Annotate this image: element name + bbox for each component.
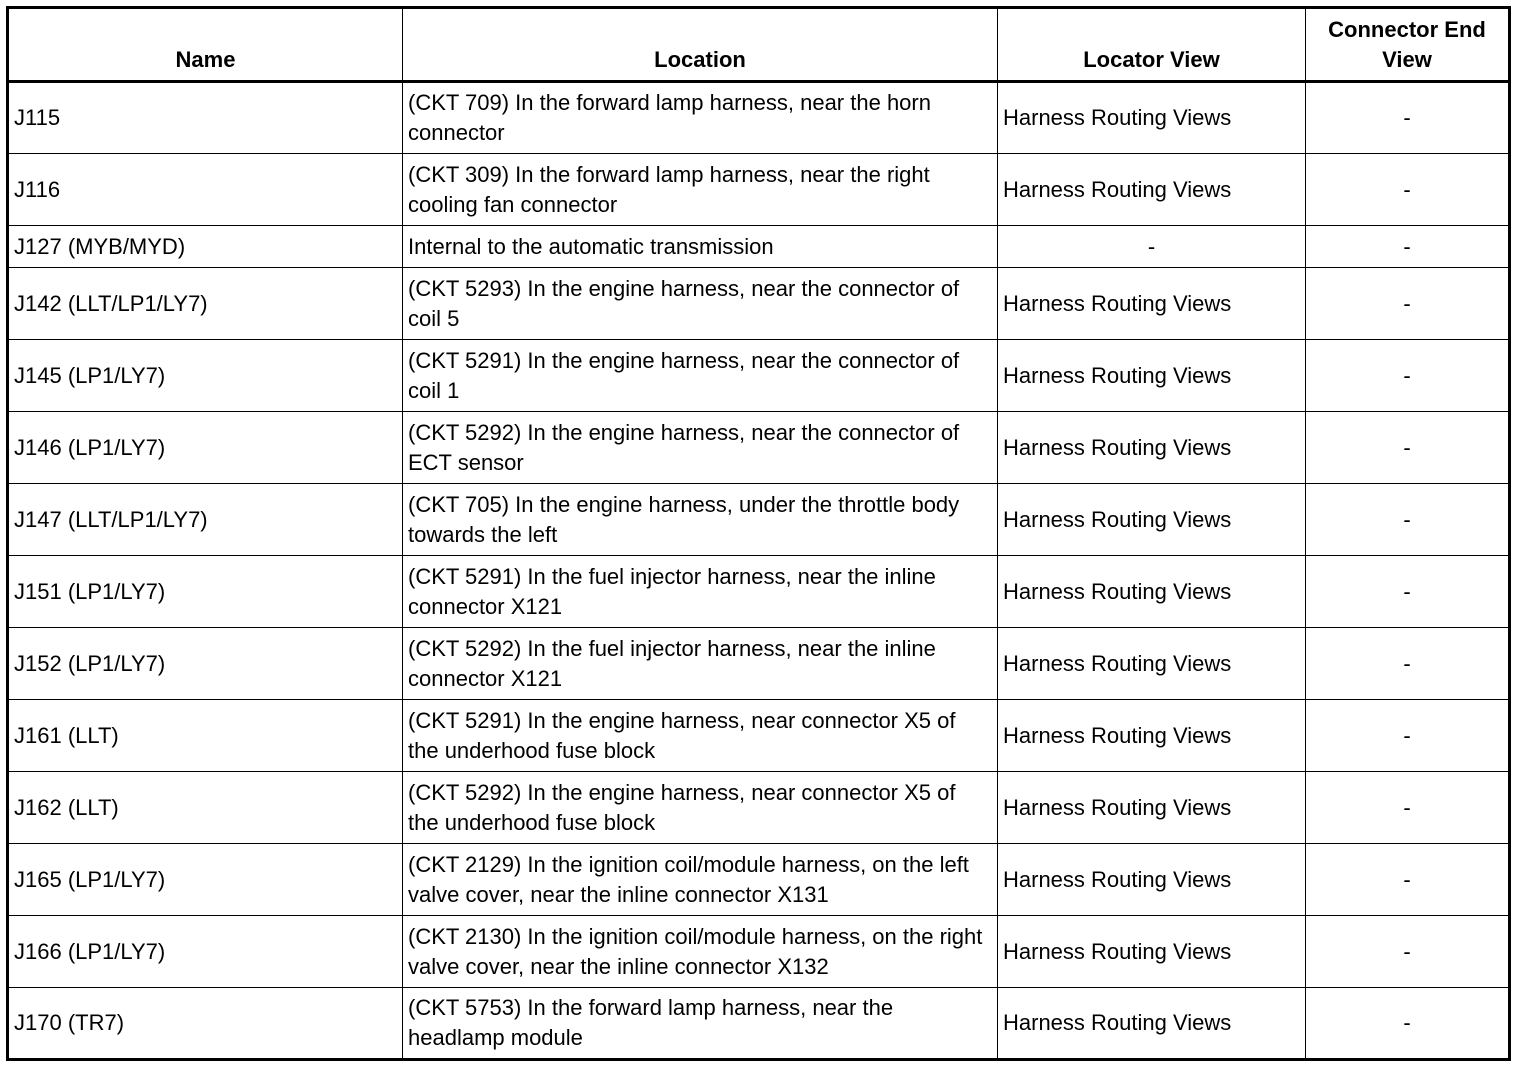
- header-connector-end-view: Connector End View: [1306, 8, 1510, 82]
- cell-connector-end-view: -: [1306, 556, 1510, 628]
- cell-name: J170 (TR7): [8, 988, 403, 1060]
- cell-name: J142 (LLT/LP1/LY7): [8, 268, 403, 340]
- table-row: [8, 484, 1510, 556]
- cell-name: J165 (LP1/LY7): [8, 844, 403, 916]
- table-row: [8, 154, 1510, 226]
- table-row: [8, 772, 1510, 844]
- cell-name: J152 (LP1/LY7): [8, 628, 403, 700]
- cell-location: (CKT 5292) In the engine harness, near the connector of ECT sensor: [403, 412, 998, 484]
- header-location: Location: [403, 8, 998, 82]
- cell-locator-view: Harness Routing Views: [998, 154, 1306, 226]
- cell-connector-end-view: -: [1306, 484, 1510, 556]
- cell-connector-end-view: -: [1306, 154, 1510, 226]
- cell-location: (CKT 705) In the engine harness, under the throttle body towards the left: [403, 484, 998, 556]
- cell-connector-end-view: -: [1306, 82, 1510, 154]
- cell-name: J162 (LLT): [8, 772, 403, 844]
- cell-locator-view: Harness Routing Views: [998, 628, 1306, 700]
- cell-location: (CKT 709) In the forward lamp harness, near the horn connector: [403, 82, 998, 154]
- cell-location: (CKT 5291) In the engine harness, near connector X5 of the underhood fuse block: [403, 700, 998, 772]
- table-row: [8, 340, 1510, 412]
- cell-name: J146 (LP1/LY7): [8, 412, 403, 484]
- cell-connector-end-view: -: [1306, 412, 1510, 484]
- cell-name: J161 (LLT): [8, 700, 403, 772]
- cell-location: (CKT 5753) In the forward lamp harness, near the headlamp module: [403, 988, 998, 1060]
- table-row: [8, 226, 1510, 268]
- table-body: [8, 82, 1510, 1060]
- splice-locations-sheet: [6, 6, 1508, 1059]
- table-row: [8, 844, 1510, 916]
- cell-name: J166 (LP1/LY7): [8, 916, 403, 988]
- cell-connector-end-view: -: [1306, 772, 1510, 844]
- cell-locator-view: Harness Routing Views: [998, 988, 1306, 1060]
- cell-name: J147 (LLT/LP1/LY7): [8, 484, 403, 556]
- cell-location: (CKT 5291) In the fuel injector harness, near the inline connector X121: [403, 556, 998, 628]
- table-row: [8, 988, 1510, 1060]
- table-row: [8, 412, 1510, 484]
- cell-location: (CKT 309) In the forward lamp harness, near the right cooling fan connector: [403, 154, 998, 226]
- cell-connector-end-view: -: [1306, 916, 1510, 988]
- cell-locator-view: Harness Routing Views: [998, 268, 1306, 340]
- cell-locator-view: Harness Routing Views: [998, 82, 1306, 154]
- cell-location: (CKT 2130) In the ignition coil/module harness, on the right valve cover, near the inline connector X132: [403, 916, 998, 988]
- cell-connector-end-view: -: [1306, 226, 1510, 268]
- cell-name: J127 (MYB/MYD): [8, 226, 403, 268]
- table-row: [8, 916, 1510, 988]
- cell-locator-view: Harness Routing Views: [998, 484, 1306, 556]
- cell-connector-end-view: -: [1306, 628, 1510, 700]
- table-row: [8, 628, 1510, 700]
- cell-connector-end-view: -: [1306, 844, 1510, 916]
- cell-location: (CKT 5292) In the engine harness, near connector X5 of the underhood fuse block: [403, 772, 998, 844]
- cell-connector-end-view: -: [1306, 340, 1510, 412]
- cell-location: (CKT 5293) In the engine harness, near the connector of coil 5: [403, 268, 998, 340]
- cell-locator-view: Harness Routing Views: [998, 340, 1306, 412]
- cell-connector-end-view: -: [1306, 988, 1510, 1060]
- table-row: [8, 700, 1510, 772]
- cell-location: (CKT 5291) In the engine harness, near the connector of coil 1: [403, 340, 998, 412]
- header-name: Name: [8, 8, 403, 82]
- cell-location: Internal to the automatic transmission: [403, 226, 998, 268]
- table-row: [8, 82, 1510, 154]
- cell-locator-view: Harness Routing Views: [998, 556, 1306, 628]
- cell-name: J151 (LP1/LY7): [8, 556, 403, 628]
- cell-connector-end-view: -: [1306, 700, 1510, 772]
- header-locator-view: Locator View: [998, 8, 1306, 82]
- cell-locator-view: Harness Routing Views: [998, 772, 1306, 844]
- table-row: [8, 268, 1510, 340]
- cell-name: J115: [8, 82, 403, 154]
- cell-locator-view: Harness Routing Views: [998, 412, 1306, 484]
- cell-location: (CKT 5292) In the fuel injector harness, near the inline connector X121: [403, 628, 998, 700]
- table-row: [8, 556, 1510, 628]
- table-header: [8, 8, 1510, 82]
- cell-name: J145 (LP1/LY7): [8, 340, 403, 412]
- cell-location: (CKT 2129) In the ignition coil/module harness, on the left valve cover, near the inline connector X131: [403, 844, 998, 916]
- cell-connector-end-view: -: [1306, 268, 1510, 340]
- header-row: [8, 8, 1510, 82]
- cell-locator-view: -: [998, 226, 1306, 268]
- cell-locator-view: Harness Routing Views: [998, 844, 1306, 916]
- cell-name: J116: [8, 154, 403, 226]
- cell-locator-view: Harness Routing Views: [998, 916, 1306, 988]
- cell-locator-view: Harness Routing Views: [998, 700, 1306, 772]
- splice-table: [6, 6, 1511, 1061]
